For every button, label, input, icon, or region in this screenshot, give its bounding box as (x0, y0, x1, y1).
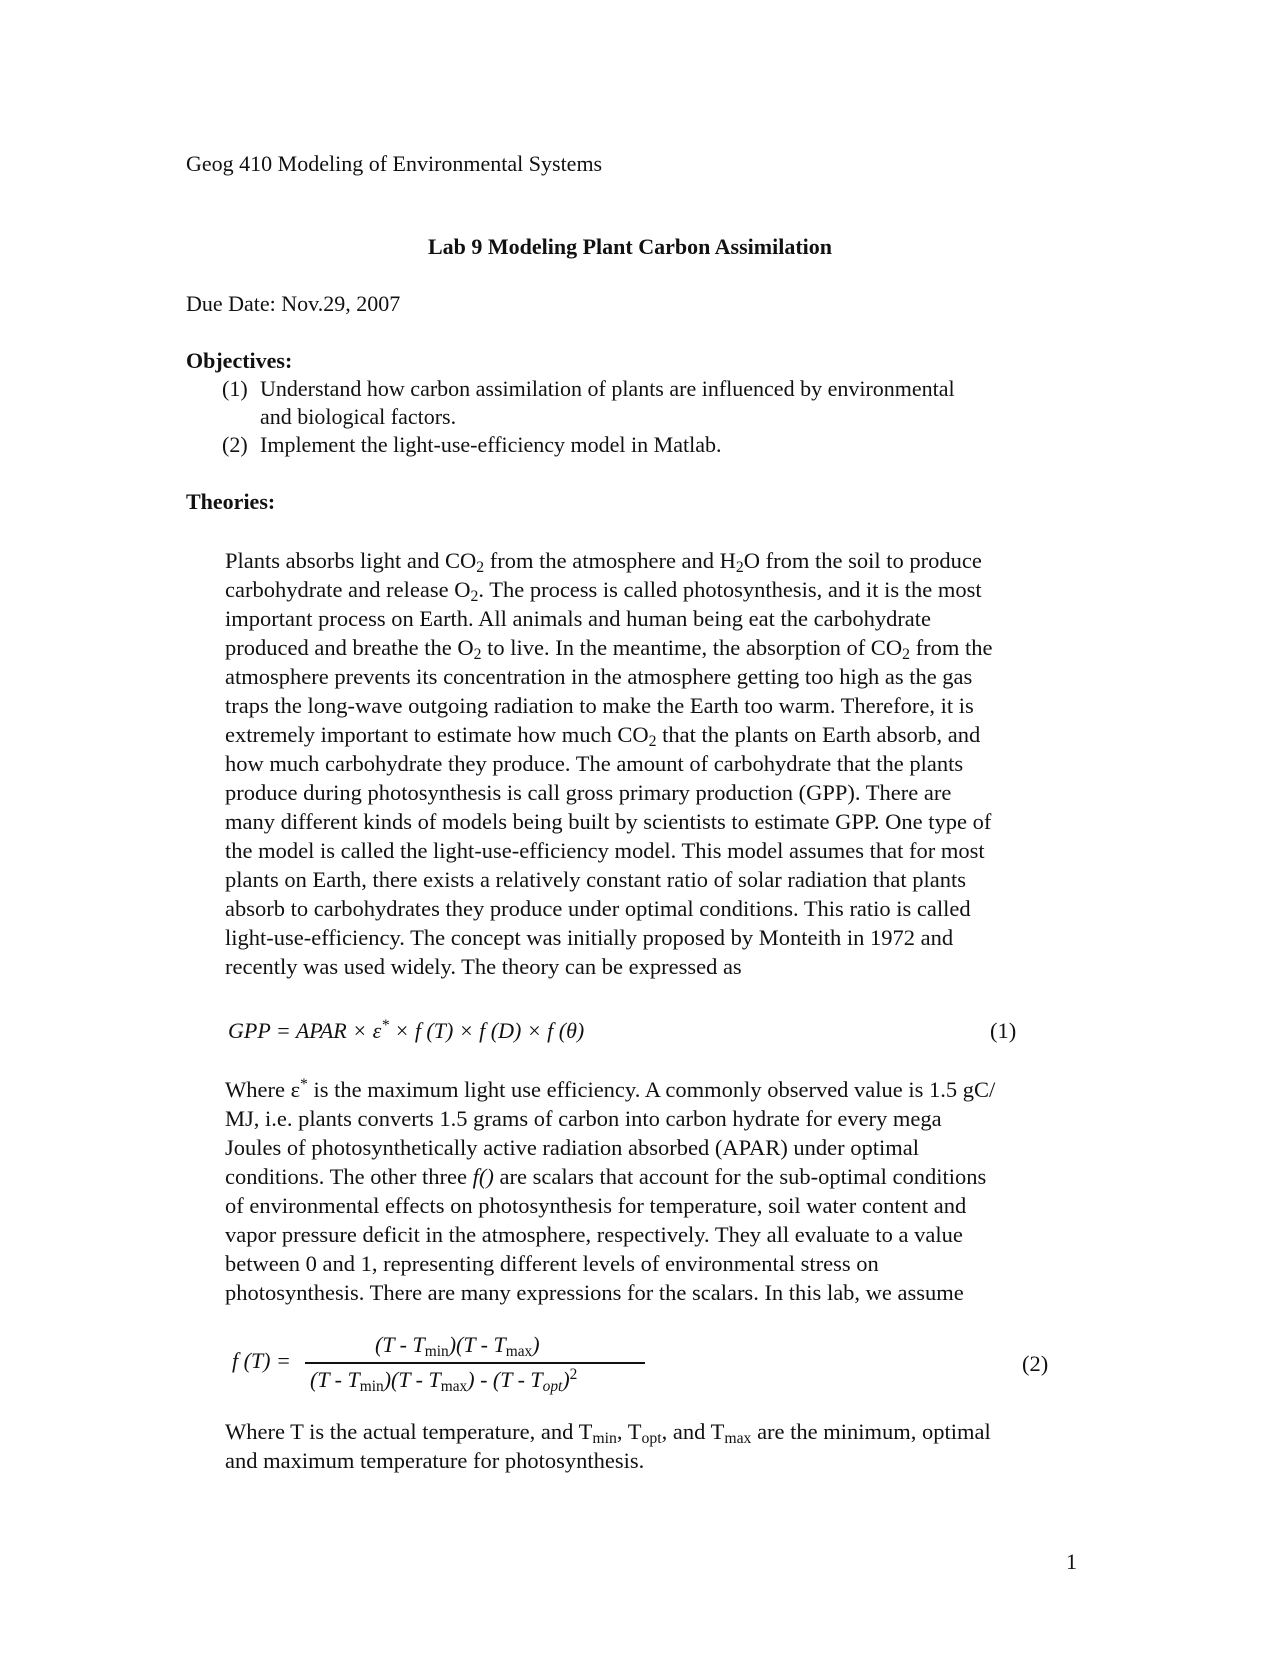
equation-2-denominator: $(T - T_{min})(T - T_{max}) - (T - T_{opt})^2$ (310, 1366, 578, 1395)
objective-2-text: Implement the light-use-efficiency model in Matlab. (260, 432, 722, 457)
equation-2-fraction-bar (305, 1362, 645, 1364)
page-number: 1 (1066, 1549, 1077, 1574)
efficiency-paragraph: Where ε* is the maximum light use efficiency. A commonly observed value is 1.5 gC/ MJ, i.e. plants converts 1.5 grams of carbon into carbon hydrate for every mega Joules of photosynthetically active radiation absorbed (APAR) under optimal conditions. The other three f() are scalars that account for the sub-optimal conditions of environmental effects on photosynthesis for temperature, soil water content and vapor pressure deficit in the atmosphere, respectively. They all evaluate to a value between 0 and 1, representing different levels of environmental stress on photosynthesis. There are many expressions for the scalars. In this lab, we assume (225, 1076, 996, 1305)
objective-2-number: (2) (222, 432, 248, 457)
objective-1-number: (1) (222, 376, 248, 401)
due-date: Due Date: Nov.29, 2007 (186, 291, 401, 316)
objectives-heading: Objectives: (186, 348, 293, 373)
theory-paragraph: Plants absorbs light and $CO_2$ from the atmosphere and $H_2O$ from the soil to produce carbohydrate and release $O_2$. The process is called photosynthesis, and it is the most important process on Earth. All animals and human being eat the carbohydrate produced and breathe the $O_2$ to live. In the meantime, the absorption of $CO_2$ from the atmosphere prevents its concentration in the atmosphere getting too high as the gas traps the long-wave outgoing radiation to make the Earth too warm. Therefore, it is extremely important to estimate how much $CO_2$ that the plants on Earth absorb, and how much carbohydrate they produce. The amount of carbohydrate that the plants produce during photosynthesis is call gross primary production (GPP). There are many different kinds of models being built by scientists to estimate GPP. One type of the model is called the light-use-efficiency model. This model assumes that for most plants on Earth, there exists a relatively constant ratio of solar radiation that plants absorb to carbohydrates they produce under optimal conditions. This ratio is called light-use-efficiency. The concept was initially proposed by Monteith in 1972 and recently was used widely. The theory can be expressed as (225, 548, 993, 979)
equation-2-lhs: f (T) = (232, 1348, 291, 1373)
temperature-paragraph: Where T is the actual temperature, and $T_{min}$, $T_{opt}$, and $T_{max}$ are the minimum, optimal and maximum temperature for photosynthesis. (225, 1419, 991, 1473)
equation-1: GPP = APAR × ε* × f (T) × f (D) × f (θ) (228, 1017, 585, 1043)
theories-heading: Theories: (186, 489, 276, 514)
course-header: Geog 410 Modeling of Environmental Systems (186, 151, 603, 176)
page-title: Lab 9 Modeling Plant Carbon Assimilation (427, 234, 832, 259)
equation-2-numerator: $(T - T_{min})(T - T_{max})$ (375, 1332, 540, 1360)
equation-1-number: (1) (990, 1018, 1017, 1043)
objective-1-text-cont: and biological factors. (260, 404, 457, 429)
equation-2-number: (2) (1022, 1351, 1049, 1376)
objective-1-text: Understand how carbon assimilation of plants are influenced by environmental (260, 376, 955, 401)
